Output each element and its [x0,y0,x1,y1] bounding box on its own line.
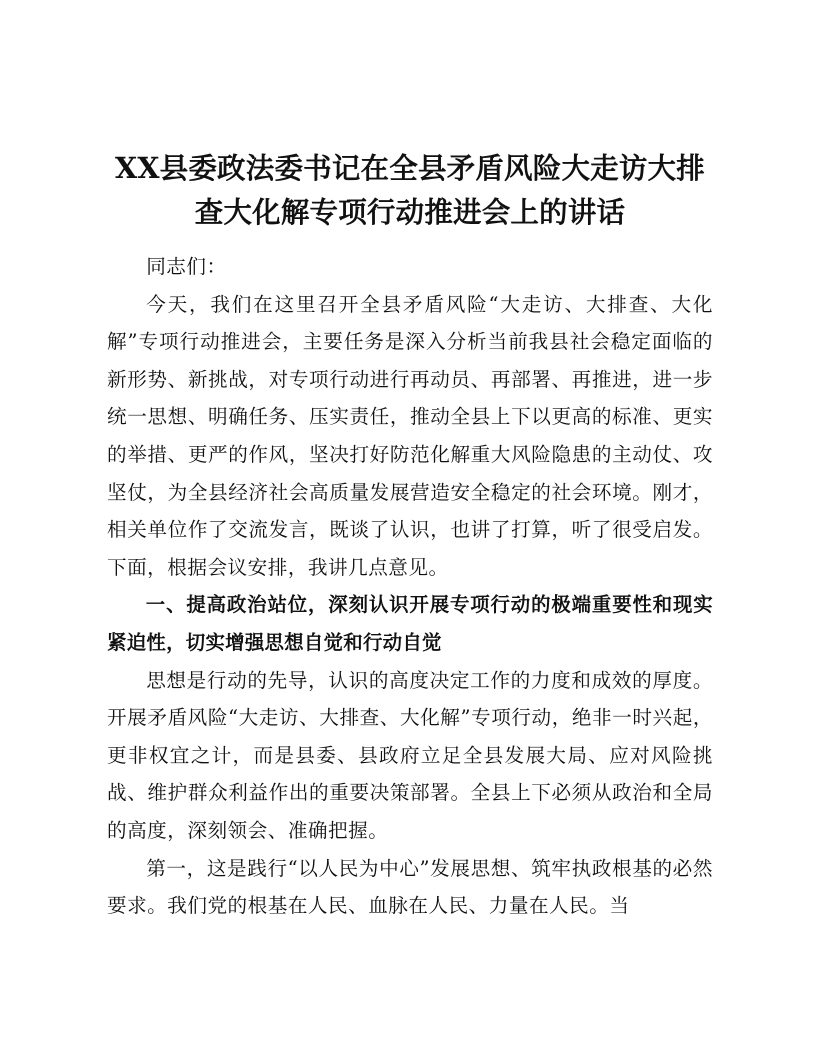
section-heading-1: 一、提高政治站位，深刻认识开展专项行动的极端重要性和现实紧迫性，切实增强思想自觉和行动自觉 [107,593,713,654]
document-body [107,146,713,925]
salutation: 同志们： [146,255,227,278]
document-title: XX县委政法委书记在全县矛盾风险大走访大排查大化解专项行动推进会上的讲话 [115,151,705,229]
paragraph-section-1-intro: 思想是行动的先导，认识的高度决定工作的力度和成效的厚度。开展矛盾风险“大走访、大排查、大化解”专项行动，绝非一时兴起，更非权宜之计，而是县委、县政府立足全县发展大局、应对风险挑战、维护群众利益作出的重要决策部署。全县上下必须从政治和全局的高度，深刻领会、准确把握。 [107,668,713,842]
paragraph-first-point: 第一，这是践行“以人民为中心”发展思想、筑牢执政根基的必然要求。我们党的根基在人民、血脉在人民、力量在人民。当 [107,856,713,918]
paragraph-opening: 今天，我们在这里召开全县矛盾风险“大走访、大排查、大化解”专项行动推进会，主要任务是深入分析当前我县社会稳定面临的新形势、新挑战，对专项行动进行再动员、再部署、再推进，进一步统一思想、明确任务、压实责任，推动全县上下以更高的标准、更实的举措、更严的作风，坚决打好防范化解重大风险隐患的主动仗、攻坚仗，为全县经济社会高质量发展营造安全稳定的社会环境。刚才，相关单位作了交流发言，既谈了认识，也讲了打算，听了很受启发。下面，根据会议安排，我讲几点意见。 [107,292,713,579]
